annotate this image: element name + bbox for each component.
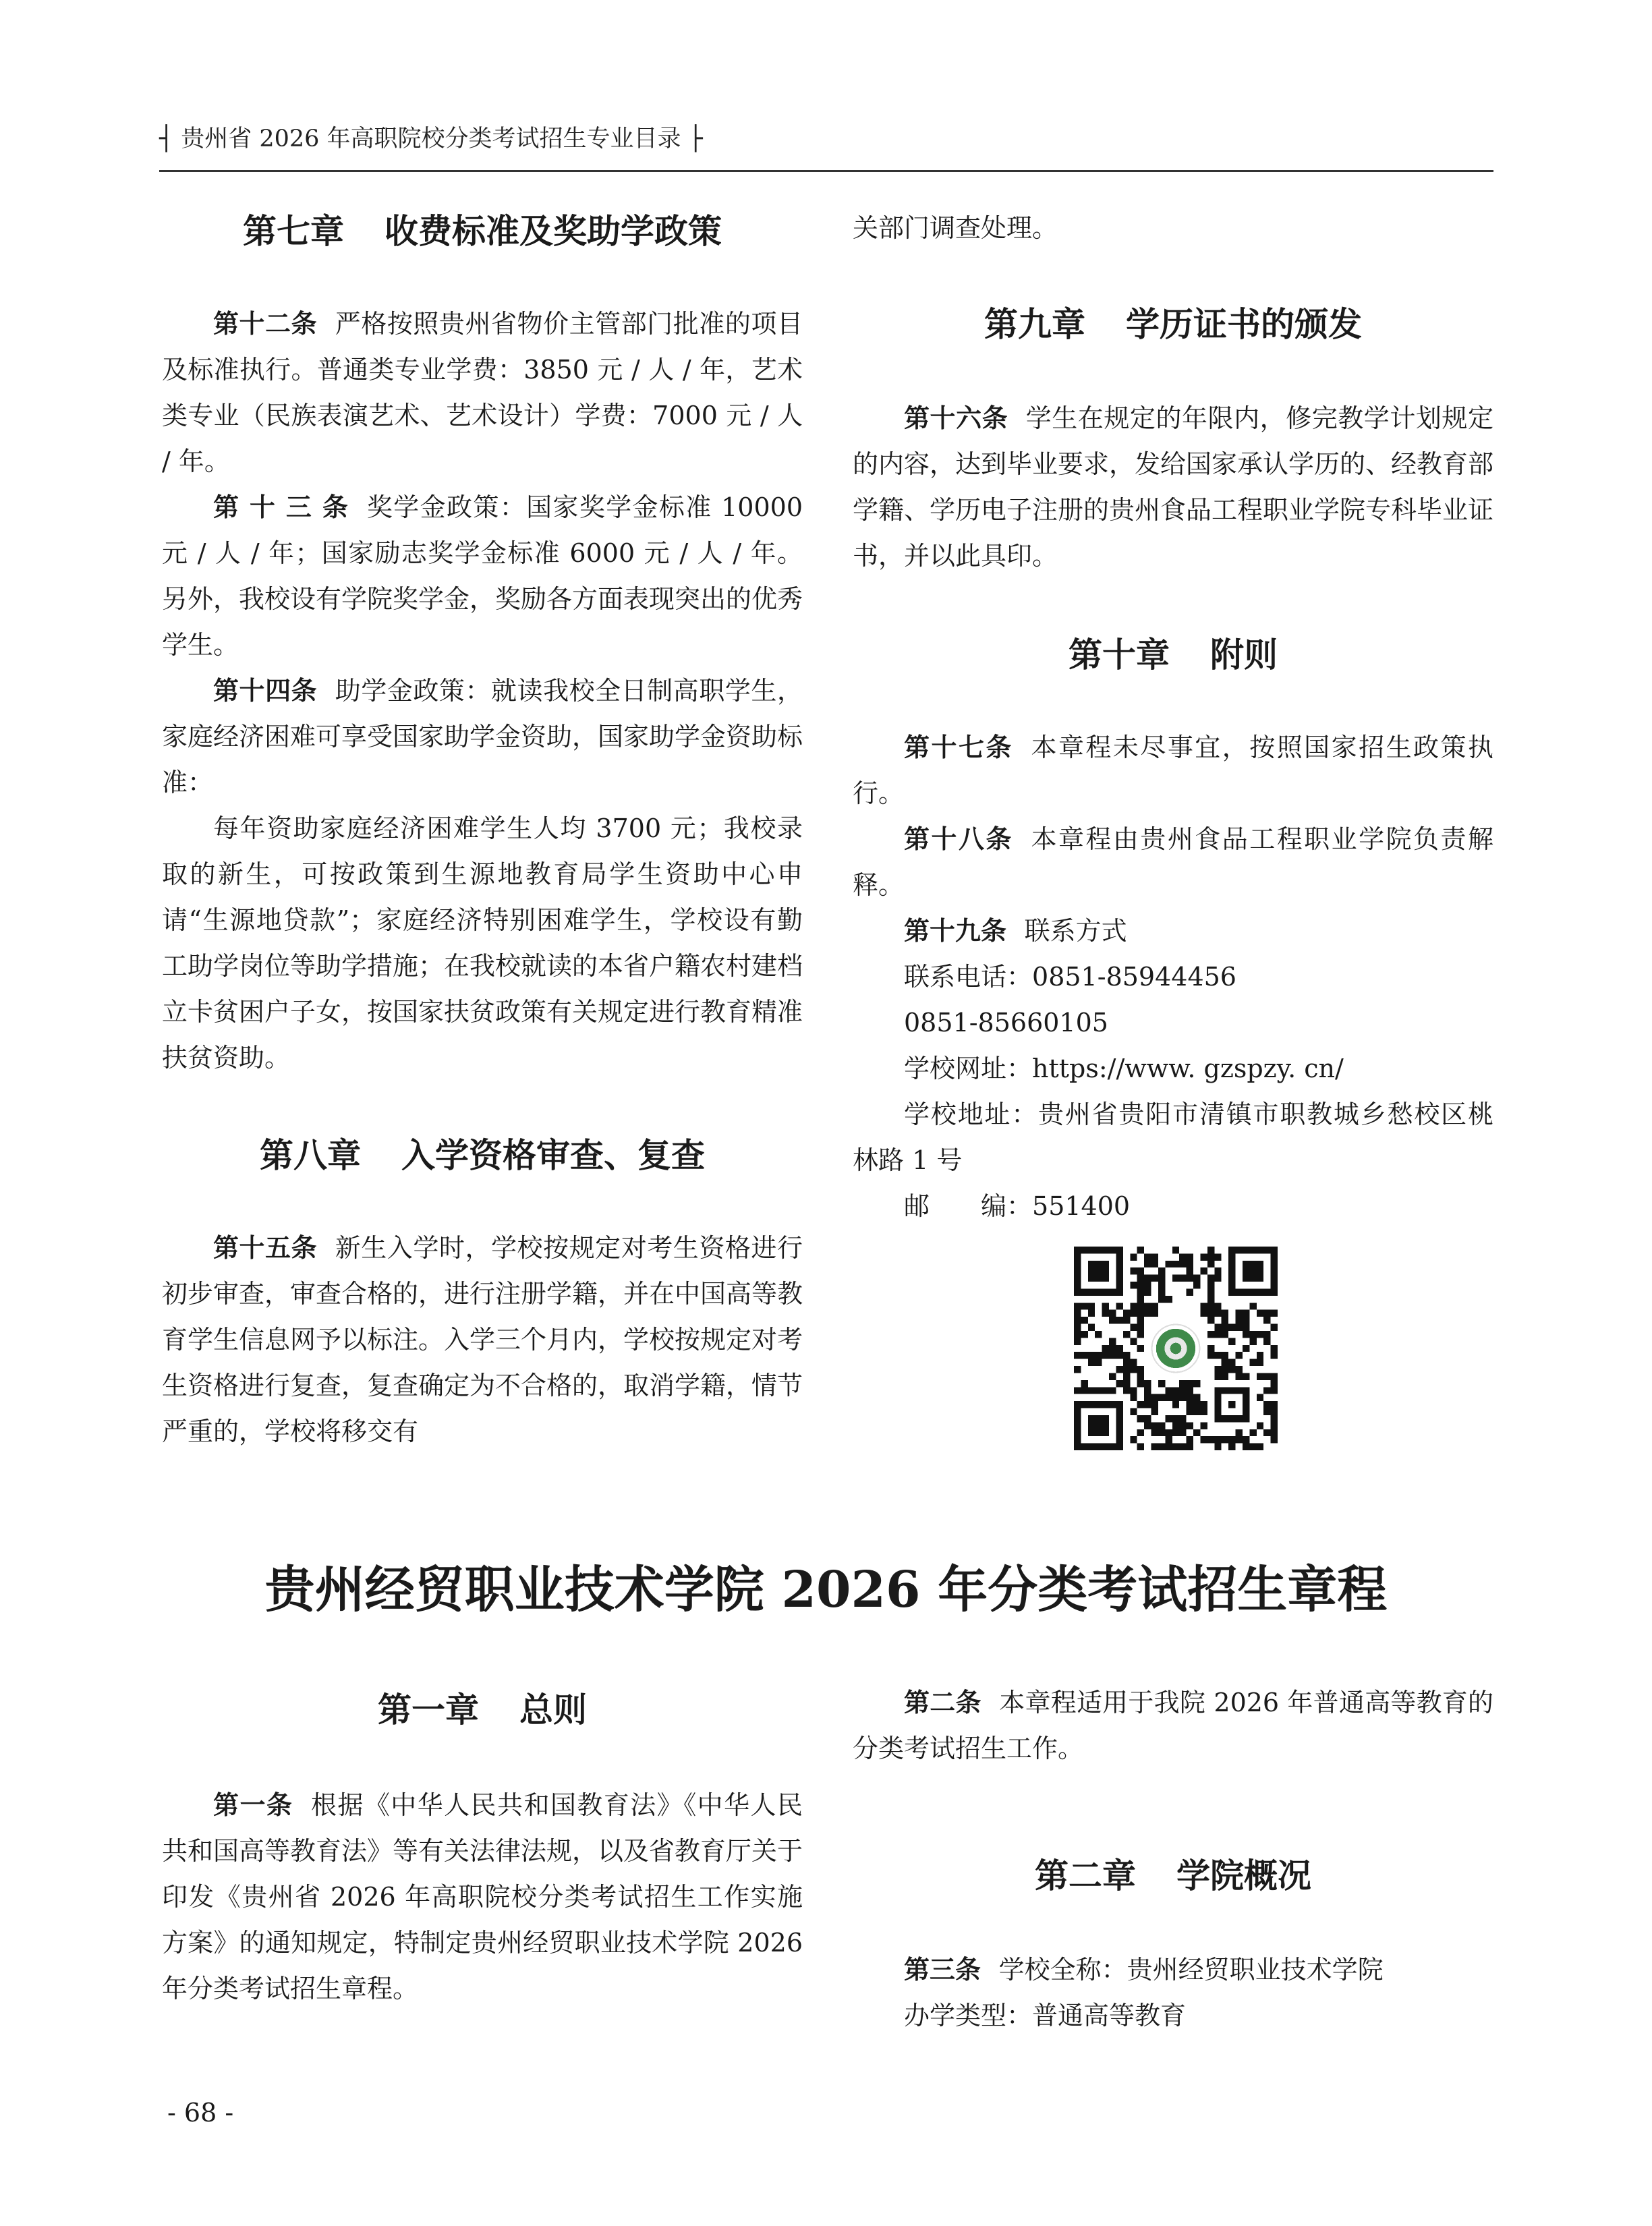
article-text: 本章程由贵州食品工程职业学院负责解释。 xyxy=(853,824,1493,900)
chapter-title: 入学资格审查、复查 xyxy=(401,1136,705,1175)
article-text: 奖学金政策：国家奖学金标准 10000 元 / 人 / 年；国家励志奖学金标准 6000 元 / 人 / 年。另外，我校设有学院奖学金，奖励各方面表现突出的优秀学生。 xyxy=(162,492,803,660)
chapter-1-body xyxy=(162,1782,803,2011)
contact-postcode xyxy=(853,1183,1493,1229)
article-2 xyxy=(853,1680,1493,1771)
contact-phone-2 xyxy=(853,1000,1493,1046)
article-13 xyxy=(162,484,803,668)
chapter-9-heading xyxy=(853,305,1493,344)
chapter-1-body-cont xyxy=(853,1680,1493,1771)
article-label: 第十八条 xyxy=(904,824,1013,854)
article-text: 学生在规定的年限内，修完教学计划规定的内容，达到毕业要求，发给国家承认学历的、经教育部学籍、学历电子注册的贵州食品工程职业学院专科毕业证书，并以此具印。 xyxy=(853,403,1494,571)
article-18 xyxy=(853,816,1493,908)
chapter-number: 第八章 xyxy=(260,1136,361,1175)
chapter-number: 第七章 xyxy=(243,212,344,251)
article-text: 根据《中华人民共和国教育法》《中华人民共和国高等教育法》等有关法律法规，以及省教育厅关于印发《贵州省 2026 年高职院校分类考试招生工作实施方案》的通知规定，特制定贵州经贸职业技术学院 2026 年分类考试招生章程。 xyxy=(162,1790,803,2003)
article-label: 第二条 xyxy=(904,1688,981,1717)
article-label: 第十四条 xyxy=(213,676,318,706)
contact-website xyxy=(853,1046,1493,1091)
school-type xyxy=(853,1993,1493,2038)
phone-number-2: 0851-85660105 xyxy=(904,1008,1108,1037)
chapter-number: 第十章 xyxy=(1069,635,1170,675)
article-label: 第十六条 xyxy=(904,403,1008,433)
chapter-7-body xyxy=(162,301,803,1081)
article-text: 学校全称：贵州经贸职业技术学院 xyxy=(998,1955,1384,1985)
article-text: 本章程适用于我院 2026 年普通高等教育的分类考试招生工作。 xyxy=(853,1688,1493,1763)
chapter-number: 第九章 xyxy=(984,305,1085,344)
address-label: 学校地址： xyxy=(904,1100,1039,1129)
continued-text: 关部门调查处理。 xyxy=(853,213,1058,243)
chapter-title: 学院概况 xyxy=(1176,1856,1311,1895)
chapter-10-body xyxy=(853,724,1493,1229)
article-label: 第十五条 xyxy=(213,1233,318,1263)
article-text: 联系方式 xyxy=(1024,916,1127,946)
article-text: 助学金政策：就读我校全日制高职学生，家庭经济困难可享受国家助学金资助，国家助学金资助标准： xyxy=(162,676,803,797)
article-15 xyxy=(162,1225,803,1454)
article-label: 第三条 xyxy=(904,1955,981,1985)
article-label: 第十二条 xyxy=(213,309,318,339)
document-title: 贵州经贸职业技术学院 2026 年分类考试招生章程 xyxy=(264,1561,1388,1619)
article-3 xyxy=(853,1947,1493,1993)
chapter-title: 收费标准及奖助学政策 xyxy=(384,212,722,251)
contact-address xyxy=(853,1091,1493,1183)
chapter-7-heading xyxy=(162,212,803,251)
article-19 xyxy=(853,908,1493,954)
article-14-cont xyxy=(162,805,803,1081)
chapter-title: 学历证书的颁发 xyxy=(1126,305,1362,344)
address-text: 贵州省贵阳市清镇市职教城乡愁校区桃林路 1 号 xyxy=(853,1100,1493,1175)
article-text: 办学类型：普通高等教育 xyxy=(904,2001,1187,2030)
chapter-number: 第一章 xyxy=(378,1690,479,1730)
article-text: 每年资助家庭经济困难学生人均 3700 元；我校录取的新生，可按政策到生源地教育局学生资助中心申请“生源地贷款”；家庭经济特别困难学生，学校设有勤工助学岗位等助学措施；在我校就读的本省户籍农村建档立卡贫困户子女，按国家扶贫政策有关规定进行教育精准扶贫资助。 xyxy=(162,814,803,1073)
chapter-8-continuation xyxy=(853,205,1493,251)
page-number: - 68 - xyxy=(167,2098,234,2128)
article-label: 第 十 三 条 xyxy=(213,492,349,522)
chapter-number: 第二章 xyxy=(1035,1856,1136,1895)
running-header: ┤ 贵州省 2026 年高职院校分类考试招生专业目录 ├ xyxy=(159,125,703,152)
article-text: 本章程未尽事宜，按照国家招生政策执行。 xyxy=(853,733,1493,808)
chapter-1-heading xyxy=(162,1690,803,1730)
article-16 xyxy=(853,395,1493,579)
website-label: 学校网址： xyxy=(904,1054,1033,1083)
chapter-2-heading xyxy=(853,1856,1493,1895)
chapter-8-body xyxy=(162,1225,803,1454)
article-17 xyxy=(853,724,1493,816)
article-text: 新生入学时，学校按规定对考生资格进行初步审查，审查合格的，进行注册学籍，并在中国高等教育学生信息网予以标注。入学三个月内，学校按规定对考生资格进行复查，复查确定为不合格的，取消学籍，情节严重的，学校将移交有 xyxy=(162,1233,803,1446)
contact-phone xyxy=(853,954,1493,1000)
article-12 xyxy=(162,301,803,484)
chapter-title: 总则 xyxy=(519,1690,587,1730)
article-1 xyxy=(162,1782,803,2011)
chapter-10-heading xyxy=(853,635,1493,675)
postcode-label: 邮 编： xyxy=(904,1191,1033,1221)
article-text: 严格按照贵州省物价主管部门批准的项目及标准执行。普通类专业学费：3850 元 / 人 / 年，艺术类专业（民族表演艺术、艺术设计）学费：7000 元 / 人 / 年。 xyxy=(162,309,803,476)
article-label: 第一条 xyxy=(213,1790,293,1820)
article-label: 第十七条 xyxy=(904,733,1013,762)
article-label: 第十九条 xyxy=(904,916,1007,946)
postcode-value: 551400 xyxy=(1032,1191,1131,1221)
article-14 xyxy=(162,668,803,805)
chapter-title: 附则 xyxy=(1210,635,1278,675)
chapter-9-body xyxy=(853,395,1493,579)
phone-number-1: 0851-85944456 xyxy=(1032,962,1236,992)
phone-label: 联系电话： xyxy=(904,962,1033,992)
chapter-8-heading xyxy=(162,1136,803,1175)
qr-code-icon xyxy=(1074,1247,1278,1450)
chapter-2-body xyxy=(853,1947,1493,2038)
header-rule xyxy=(159,170,1493,172)
website-url: https://www. gzspzy. cn/ xyxy=(1032,1054,1344,1083)
